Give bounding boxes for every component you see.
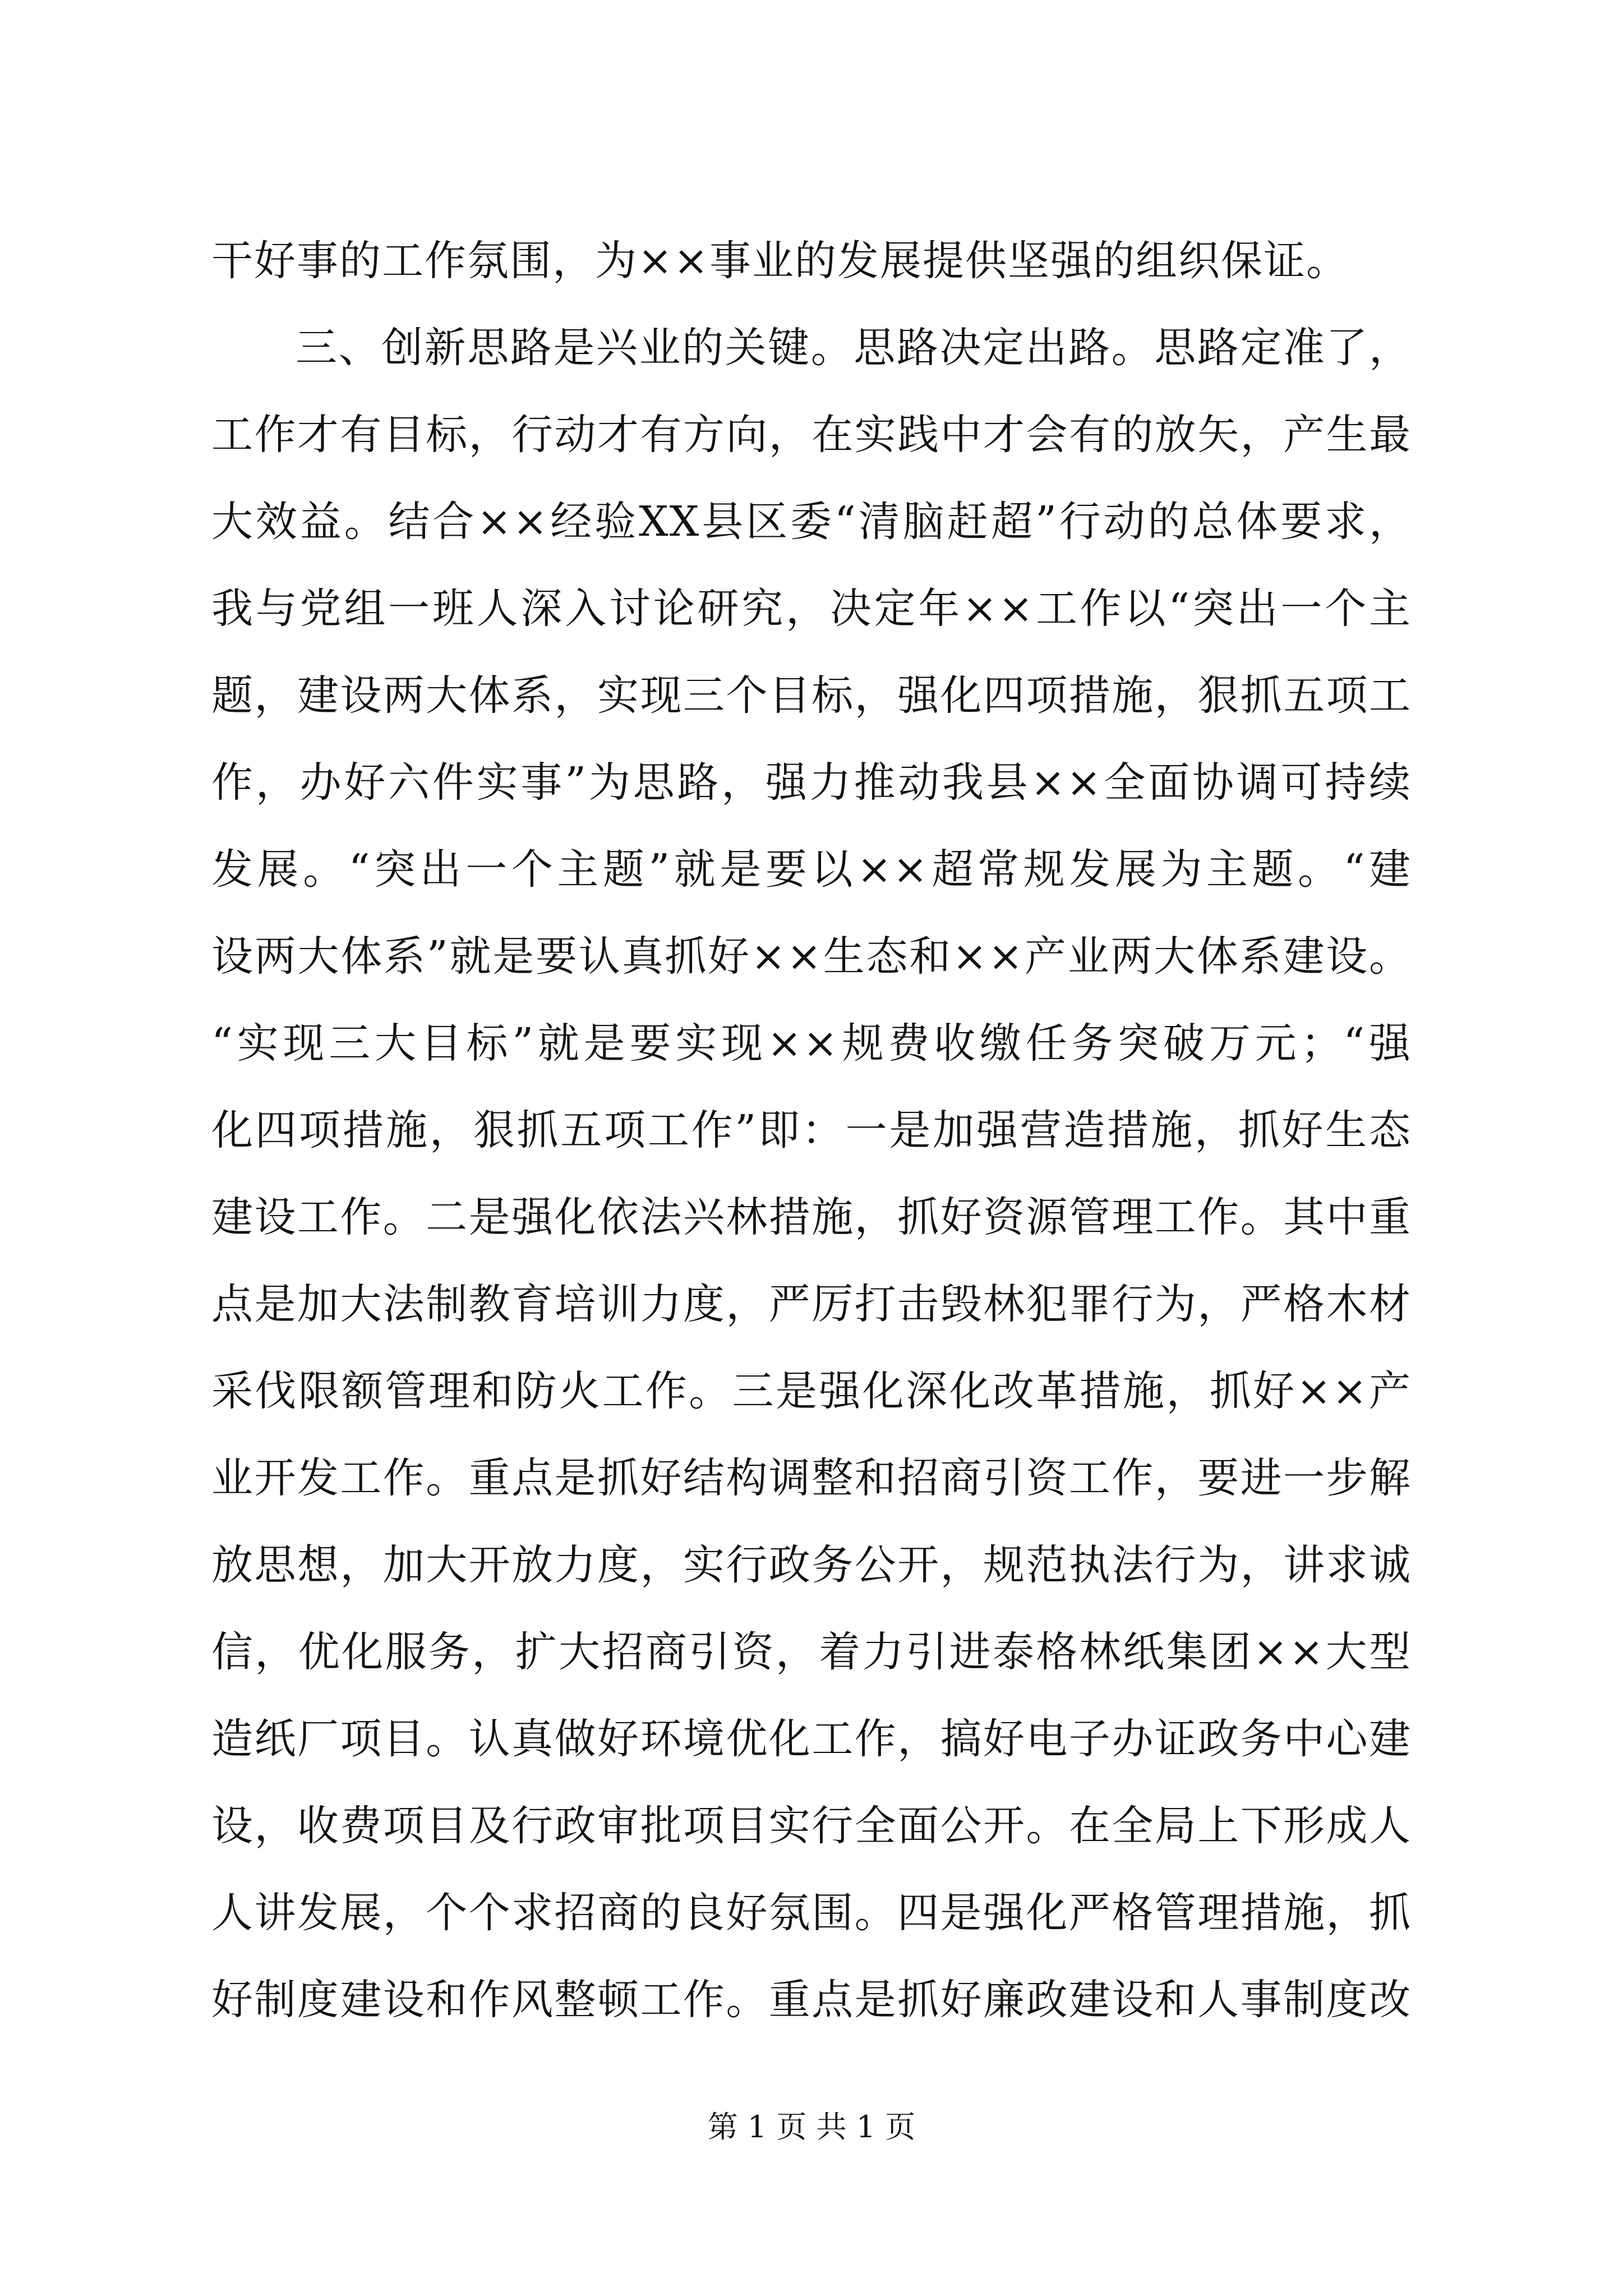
text-line: 设两大体系”就是要认真抓好××生态和××产业两大体系建设。: [211, 932, 1412, 981]
text-line: 人讲发展，个个求招商的良好氛围。四是强化严格管理措施，抓: [211, 1889, 1412, 1937]
page-number-footer: 第 1 页 共 1 页: [707, 2109, 916, 2145]
text-line: 题，建设两大体系，实现三个目标，强化四项措施，狠抓五项工: [211, 671, 1412, 720]
text-line: 工作才有目标，行动才有方向，在实践中才会有的放矢，产生最: [211, 411, 1412, 459]
text-line: 我与党组一班人深入讨论研究，决定年××工作以“突出一个主: [211, 585, 1412, 633]
text-line: 建设工作。二是强化依法兴林措施，抓好资源管理工作。其中重: [211, 1193, 1412, 1241]
body-text: [211, 218, 1412, 2044]
text-line: 大效益。结合××经验XX县区委“清脑赶超”行动的总体要求，: [211, 498, 1412, 546]
text-line: 放思想，加大开放力度，实行政务公开，规范执法行为，讲求诚: [211, 1541, 1412, 1589]
text-line: 设，收费项目及行政审批项目实行全面公开。在全局上下形成人: [211, 1802, 1412, 1850]
text-line: 干好事的工作氛围，为××事业的发展提供坚强的组织保证。: [211, 237, 1349, 285]
text-line: 发展。“突出一个主题”就是要以××超常规发展为主题。“建: [211, 845, 1412, 894]
text-line: 作，办好六件实事”为思路，强力推动我县××全面协调可持续: [211, 758, 1412, 807]
text-line: 业开发工作。重点是抓好结构调整和招商引资工作，要进一步解: [211, 1454, 1412, 1502]
text-line: 点是加大法制教育培训力度，严厉打击毁林犯罪行为，严格木材: [211, 1280, 1412, 1328]
text-line: “实现三大目标”就是要实现××规费收缴任务突破万元；“强: [211, 1019, 1412, 1068]
text-line: 造纸厂项目。认真做好环境优化工作，搞好电子办证政务中心建: [211, 1715, 1412, 1763]
text-line: 信，优化服务，扩大招商引资，着力引进泰格林纸集团××大型: [211, 1628, 1412, 1676]
text-line: 化四项措施，狠抓五项工作”即：一是加强营造措施，抓好生态: [211, 1106, 1412, 1154]
text-line: 采伐限额管理和防火工作。三是强化深化改革措施，抓好××产: [211, 1367, 1412, 1415]
paragraph-first-line: 三、创新思路是兴业的关键。思路决定出路。思路定准了，: [296, 324, 1412, 372]
text-line: 好制度建设和作风整顿工作。重点是抓好廉政建设和人事制度改: [211, 1976, 1412, 2024]
